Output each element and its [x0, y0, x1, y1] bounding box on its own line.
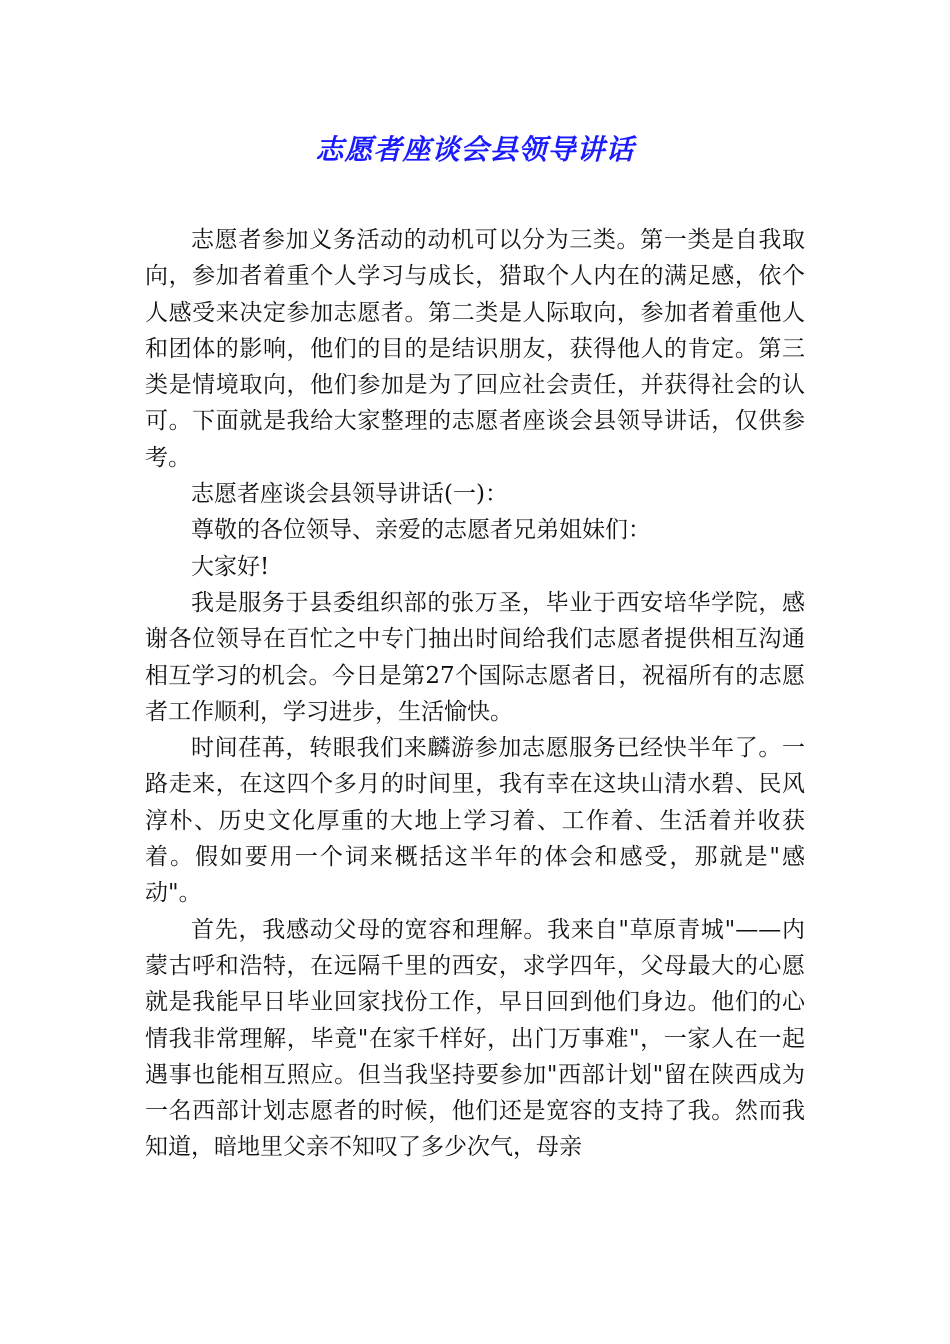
parents-paragraph: 首先，我感动父母的宽容和理解。我来自"草原青城"——内蒙古呼和浩特，在远隔千里的西安，求学四年，父母最大的心愿就是我能早日毕业回家找份工作，早日回到他们身边。他们的心情我非常理解，毕竟"在家千样好，出门万事难"，一家人在一起遇事也能相互照应。但当我坚持要参加"西部计划"留在陕西成为一名西部计划志愿者的时候，他们还是宽容的支持了我。然而我知道，暗地里父亲不知叹了多少次气，母亲	[145, 916, 805, 1161]
speech-heading: 志愿者座谈会县领导讲话(一)：	[191, 481, 508, 508]
salutation: 尊敬的各位领导、亲爱的志愿者兄弟姐妹们：	[191, 517, 651, 544]
reflection-paragraph: 时间荏苒，转眼我们来麟游参加志愿服务已经快半年了。一路走来，在这四个多月的时间里，我有幸在这块山清水碧、民风淳朴、历史文化厚重的大地上学习着、工作着、生活着并收获着。假如要用一个词来概括这半年的体会和感受，那就是"感动"。	[145, 735, 805, 907]
self-introduction-paragraph: 我是服务于县委组织部的张万圣，毕业于西安培华学院，感谢各位领导在百忙之中专门抽出时间给我们志愿者提供相互沟通相互学习的机会。今日是第27个国际志愿者日，祝福所有的志愿者工作顺利，学习进步，生活愉快。	[145, 589, 805, 725]
document-title: 志愿者座谈会县领导讲话	[315, 133, 635, 166]
greeting: 大家好!	[191, 553, 270, 580]
document-body	[145, 222, 805, 1166]
intro-paragraph: 志愿者参加义务活动的动机可以分为三类。第一类是自我取向，参加者着重个人学习与成长，猎取个人内在的满足感，依个人感受来决定参加志愿者。第二类是人际取向，参加者着重他人和团体的影响，他们的目的是结识朋友，获得他人的肯定。第三类是情境取向，他们参加是为了回应社会责任，并获得社会的认可。下面就是我给大家整理的志愿者座谈会县领导讲话，仅供参考。	[145, 227, 805, 471]
